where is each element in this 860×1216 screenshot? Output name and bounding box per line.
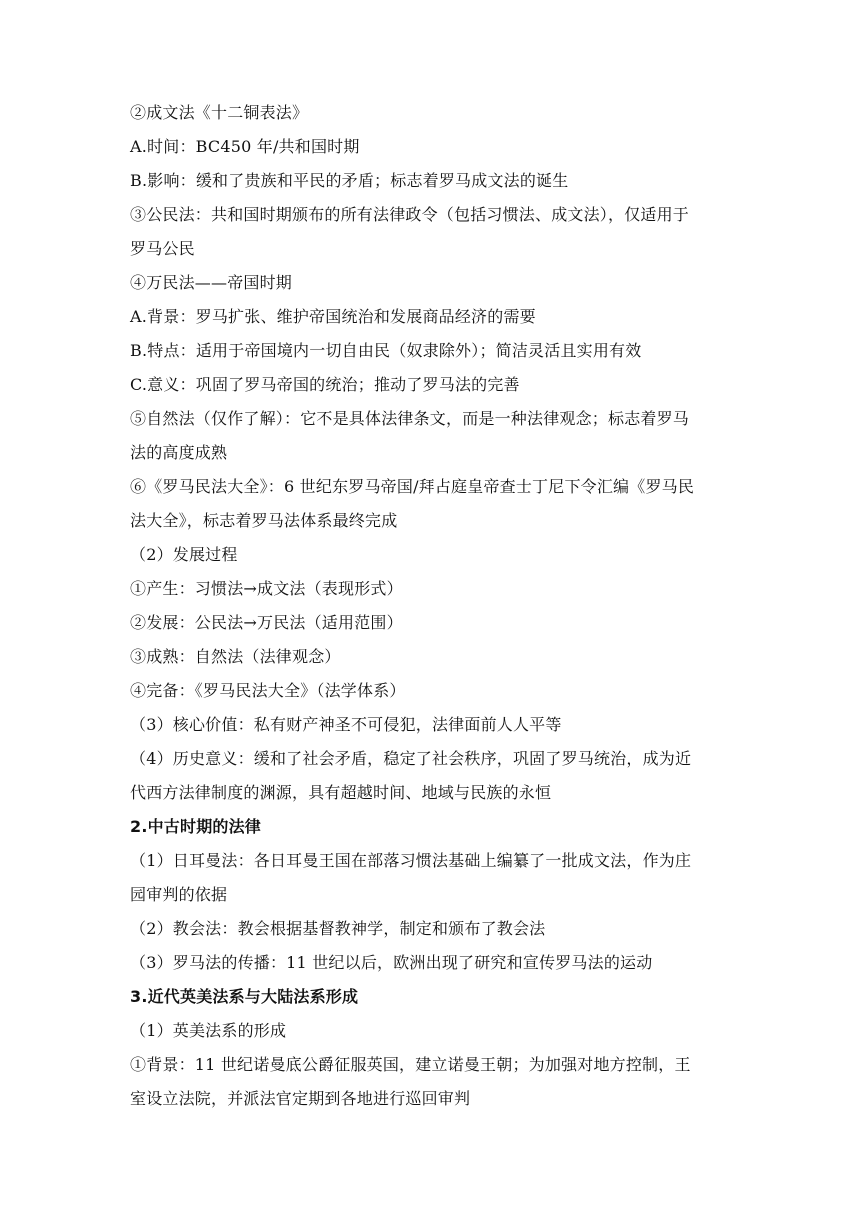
text-line: 法大全》，标志着罗马法体系最终完成 (130, 511, 398, 530)
text-line: 园审判的依据 (130, 885, 228, 904)
text-line: （3）核心价值：私有财产神圣不可侵犯，法律面前人人平等 (130, 715, 562, 734)
text-line: 室设立法院，并派法官定期到各地进行巡回审判 (130, 1089, 471, 1108)
text-line: C.意义：巩固了罗马帝国的统治；推动了罗马法的完善 (130, 375, 520, 394)
text-line: ③公民法：共和国时期颁布的所有法律政令（包括习惯法、成文法），仅适用于 (130, 205, 690, 224)
text-line: A.时间：BC450 年/共和国时期 (130, 137, 360, 156)
text-line: B.特点：适用于帝国境内一切自由民（奴隶除外）；简洁灵活且实用有效 (130, 341, 642, 360)
text-line: （4）历史意义：缓和了社会矛盾，稳定了社会秩序，巩固了罗马统治，成为近 (130, 749, 692, 768)
text-line: ③成熟：自然法（法律观念） (130, 647, 341, 666)
text-line: （2）教会法：教会根据基督教神学，制定和颁布了教会法 (130, 919, 546, 938)
text-line: ④完备：《罗马民法大全》（法学体系） (130, 681, 406, 700)
text-line: ②成文法《十二铜表法》 (130, 103, 309, 122)
text-line: （2）发展过程 (130, 545, 238, 564)
section-heading: 3.近代英美法系与大陆法系形成 (130, 987, 359, 1006)
text-line: ⑤自然法（仅作了解）：它不是具体法律条文，而是一种法律观念；标志着罗马 (130, 409, 690, 428)
text-line: ①产生：习惯法→成文法（表现形式） (130, 579, 403, 598)
text-line: ④万民法——帝国时期 (130, 273, 293, 292)
document-body (130, 96, 740, 1116)
text-line: B.影响：缓和了贵族和平民的矛盾；标志着罗马成文法的诞生 (130, 171, 569, 190)
text-line: ①背景：11 世纪诺曼底公爵征服英国，建立诺曼王朝；为加强对地方控制，王 (130, 1055, 691, 1074)
text-line: 法的高度成熟 (130, 443, 228, 462)
text-line: （1）日耳曼法：各日耳曼王国在部落习惯法基础上编纂了一批成文法，作为庄 (130, 851, 692, 870)
text-line: 代西方法律制度的渊源，具有超越时间、地域与民族的永恒 (130, 783, 552, 802)
text-line: A.背景：罗马扩张、维护帝国统治和发展商品经济的需要 (130, 307, 536, 326)
text-line: ⑥《罗马民法大全》：6 世纪东罗马帝国/拜占庭皇帝查士丁尼下令汇编《罗马民 (130, 477, 695, 496)
text-line: ②发展：公民法→万民法（适用范围） (130, 613, 403, 632)
section-heading: 2.中古时期的法律 (130, 817, 262, 836)
text-line: （1）英美法系的形成 (130, 1021, 287, 1040)
text-line: （3）罗马法的传播：11 世纪以后，欧洲出现了研究和宣传罗马法的运动 (130, 953, 653, 972)
text-line: 罗马公民 (130, 239, 195, 258)
